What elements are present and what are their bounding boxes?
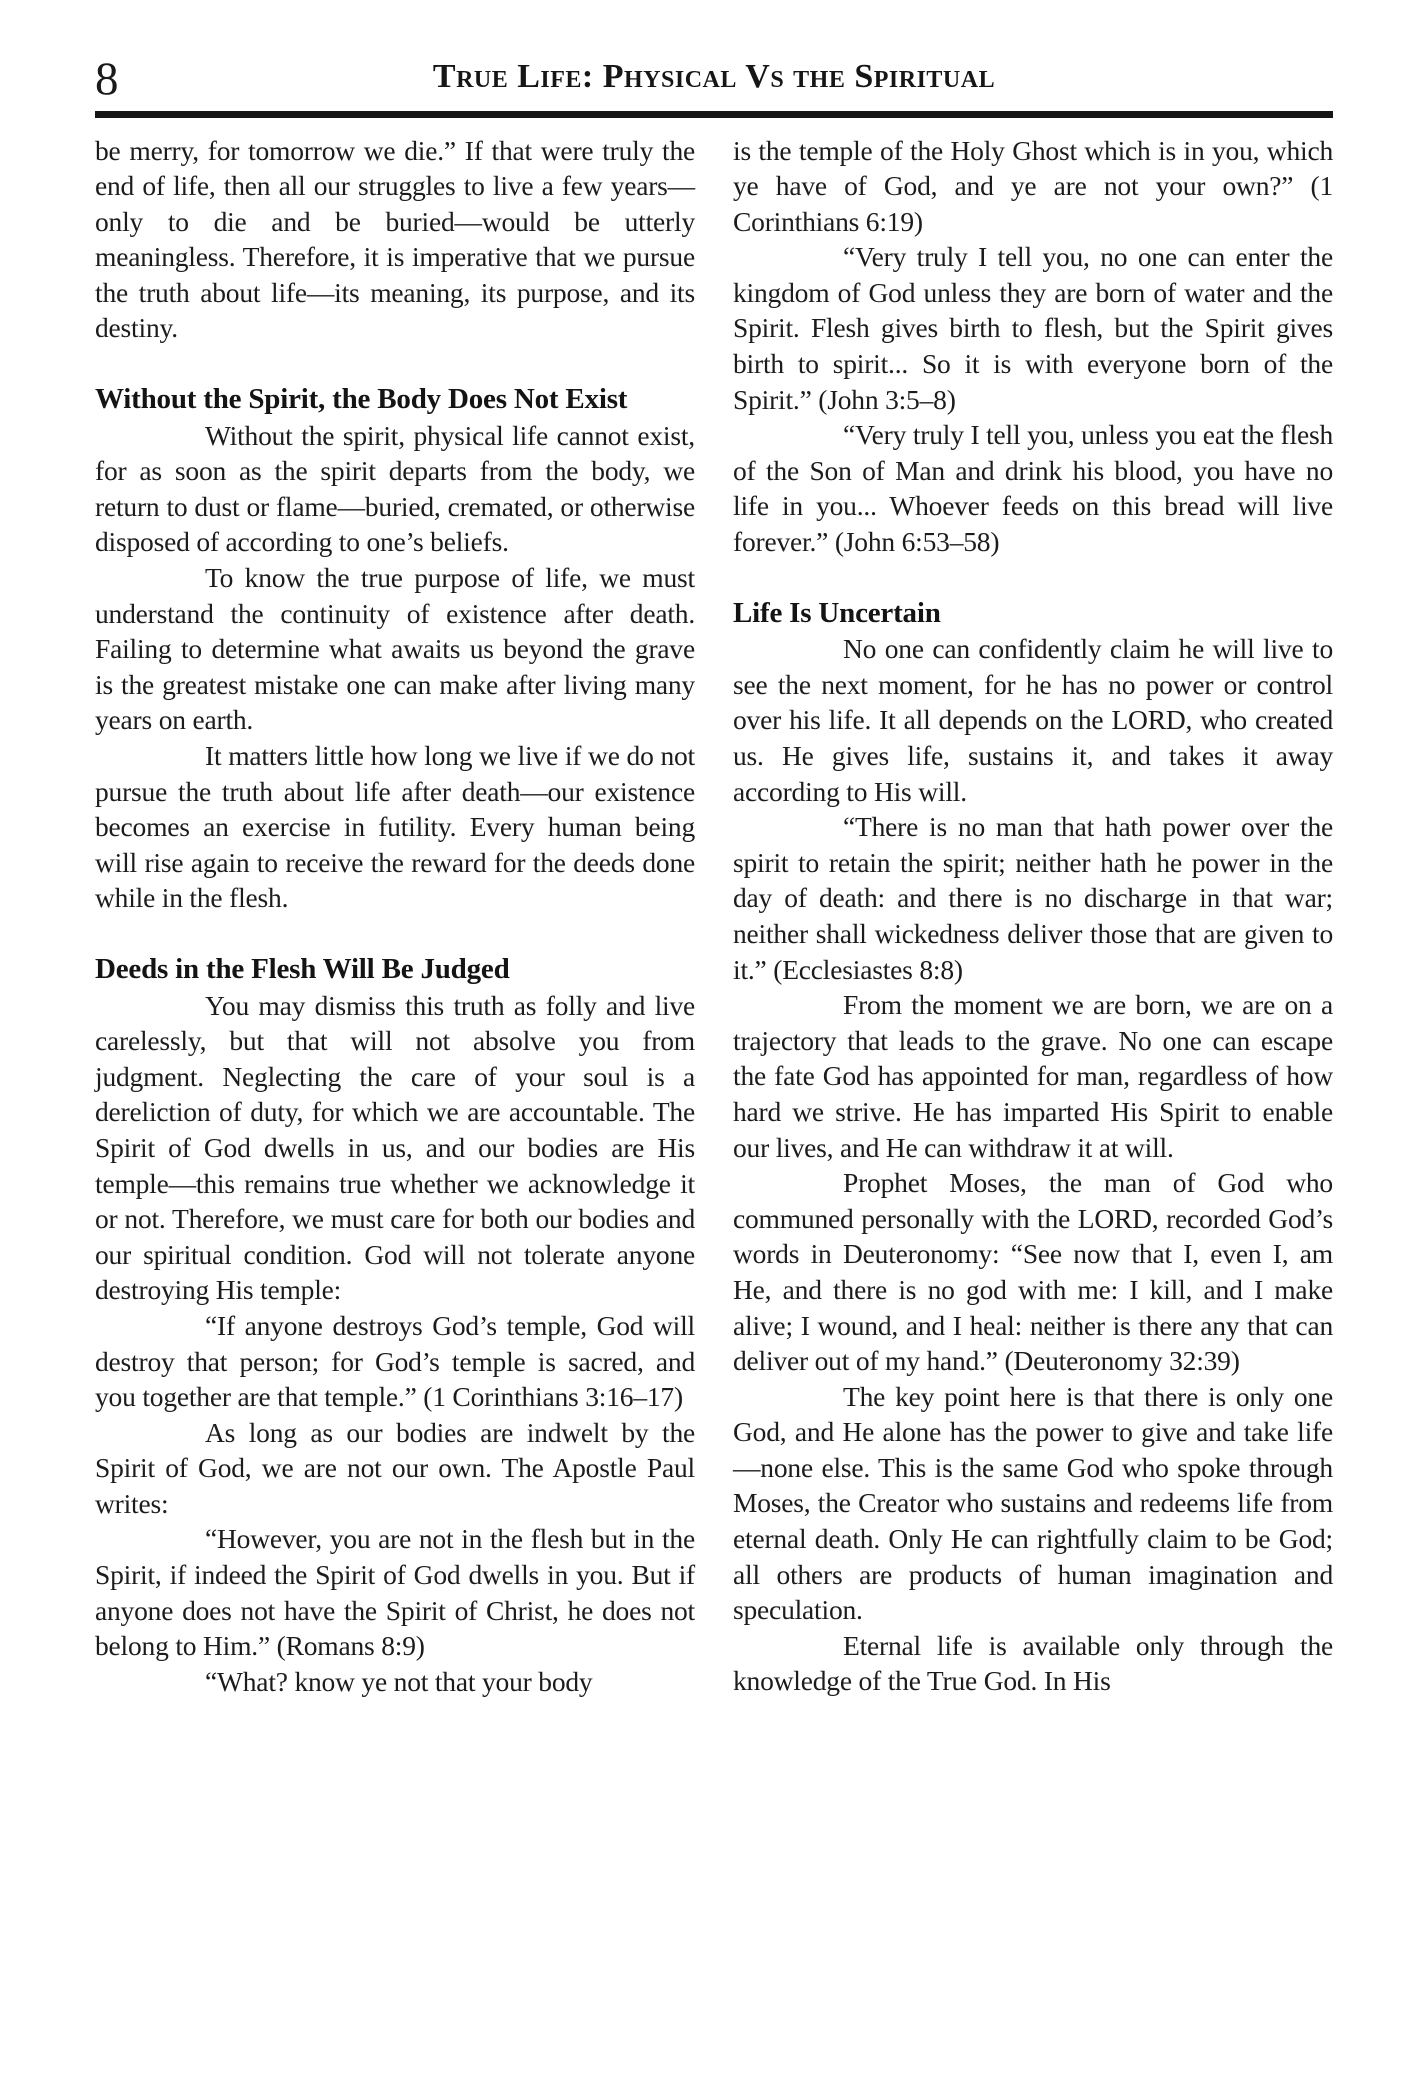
section-heading: Without the Spirit, the Body Does Not Exist xyxy=(95,383,628,416)
paragraph: “Very truly I tell you, unless you eat the flesh of the Son of Man and drink his blood, you have no life in you... Whoever feeds on this bread will live forever.” (John 6:53–58) xyxy=(733,419,1333,558)
right-column xyxy=(733,133,1333,1700)
paragraph: “However, you are not in the flesh but in the Spirit, if indeed the Spirit of God dwells in you. But if anyone does not have the Spirit of Christ, he does not belong to Him.” (Romans 8:9) xyxy=(95,1523,695,1662)
page-number: 8 xyxy=(95,52,119,105)
paragraph: You may dismiss this truth as folly and live carelessly, but that will not absolve you from judgment. Neglecting the care of your soul is a dereliction of duty, for which we are accountable. The Spirit of God dwells in us, and our bodies are His temple—this remains true whether we acknowledge it or not. Therefore, we must care for both our bodies and our spiritual condition. God will not tolerate anyone destroying His temple: xyxy=(95,989,695,1306)
paragraph: From the moment we are born, we are on a trajectory that leads to the grave. No one can escape the fate God has appointed for man, regardless of how hard we strive. He has imparted His Spirit to enable our lives, and He can withdraw it at will. xyxy=(733,989,1333,1163)
section-heading: Life Is Uncertain xyxy=(733,596,941,629)
paragraph: Without the spirit, physical life cannot exist, for as soon as the spirit departs from the body, we return to dust or flame—buried, cremated, or otherwise disposed of according to one’s beliefs. xyxy=(95,419,695,558)
paragraph: No one can confidently claim he will live to see the next moment, for he has no power or control over his life. It all depends on the LORD, who created us. He gives life, sustains it, and takes it away according to His will. xyxy=(733,633,1333,807)
left-column xyxy=(95,133,695,1700)
paragraph: Eternal life is available only through the knowledge of the True God. In His xyxy=(733,1629,1333,1697)
paragraph: The key point here is that there is only one God, and He alone has the power to give and take life—none else. This is the same God who spoke through Moses, the Creator who sustains and redeems life from eternal death. Only He can rightfully claim to be God; all others are products of human imagination and speculation. xyxy=(733,1380,1333,1626)
paragraph: “What? know ye not that your body xyxy=(205,1665,593,1697)
book-page xyxy=(0,52,1428,2084)
paragraph: It matters little how long we live if we do not pursue the truth about life after death—our existence becomes an exercise in futility. Every human being will rise again to receive the reward for the deeds done while in the flesh. xyxy=(95,740,695,914)
paragraph: As long as our bodies are indwelt by the Spirit of God, we are not our own. The Apostle Paul writes: xyxy=(95,1416,695,1519)
paragraph: is the temple of the Holy Ghost which is in you, which ye have of God, and ye are not your own?” (1 Corinthians 6:19) xyxy=(733,134,1333,237)
paragraph: “Very truly I tell you, no one can enter the kingdom of God unless they are born of water and the Spirit. Flesh gives birth to flesh, but the Spirit gives birth to spirit... So it is with everyone born of the Spirit.” (John 3:5–8) xyxy=(733,241,1333,415)
page-header xyxy=(95,52,1333,118)
section-heading: Deeds in the Flesh Will Be Judged xyxy=(95,952,510,985)
paragraph: “If anyone destroys God’s temple, God will destroy that person; for God’s temple is sacred, and you together are that temple.” (1 Corinthians 3:16–17) xyxy=(95,1309,695,1413)
paragraph: Prophet Moses, the man of God who communed personally with the LORD, recorded God’s words in Deuteronomy: “See now that I, even I, am He, and there is no god with me: I kill, and I make alive; I wound, and I heal: neither is there any that can deliver out of my hand.” (Deuteronomy 32:39) xyxy=(733,1167,1333,1377)
text-columns xyxy=(95,133,1333,1700)
paragraph: “There is no man that hath power over the spirit to retain the spirit; neither hath he power in the day of death: and there is no discharge in that war; neither shall wickedness deliver those that are given to it.” (Ecclesiastes 8:8) xyxy=(733,811,1333,985)
paragraph: be merry, for tomorrow we die.” If that were truly the end of life, then all our struggles to live a few years—only to die and be buried—would be utterly meaningless. Therefore, it is imperative that we pursue the truth about life—its meaning, its purpose, and its destiny. xyxy=(95,134,695,344)
paragraph: To know the true purpose of life, we must understand the continuity of existence after death. Failing to determine what awaits us beyond the grave is the greatest mistake one can make after living many years on earth. xyxy=(95,562,695,736)
running-title: True Life: Physical Vs the Spiritual xyxy=(432,58,996,95)
